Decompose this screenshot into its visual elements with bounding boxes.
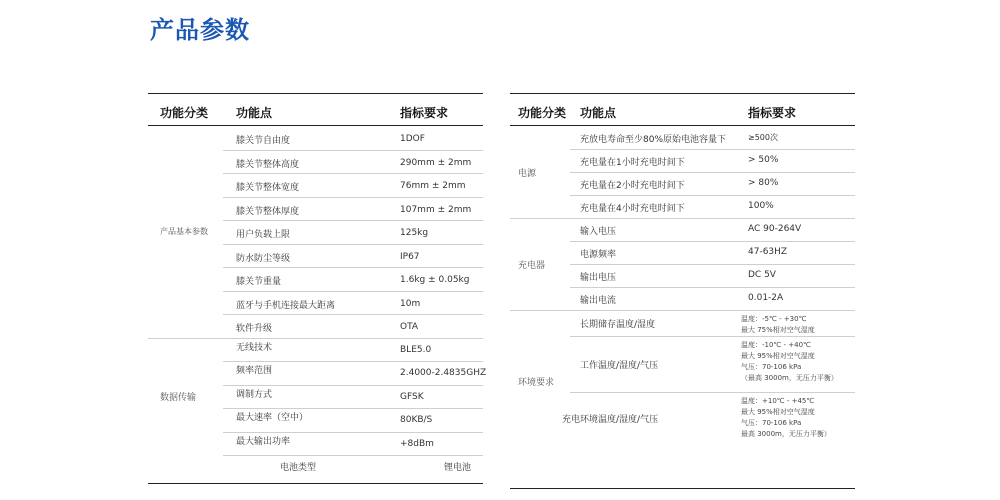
spec-name: 充电量在2小时充电时间下 [580, 181, 685, 191]
row-divider [570, 241, 855, 242]
row-divider [223, 267, 483, 268]
environment-spec-line: 最大 95%相对空气湿度 [741, 352, 815, 360]
environment-spec-line: 最大 75%相对空气湿度 [741, 326, 815, 334]
row-divider [570, 287, 855, 288]
spec-name: 膝关节整体高度 [236, 159, 300, 170]
table-bottom-rule [148, 483, 483, 484]
spec-value: 125kg [400, 228, 429, 238]
spec-name: 调制方式 [236, 389, 273, 400]
environment-spec-line: 温度：+10℃ - +45℃ [741, 397, 815, 405]
spec-value: OTA [400, 322, 419, 332]
spec-value: +8dBm [400, 438, 434, 449]
spec-name: 最大速率（空中） [236, 413, 309, 423]
group-divider [510, 218, 855, 219]
row-divider [223, 314, 483, 315]
spec-name: 充放电寿命至少80%原始电池容量下 [580, 135, 727, 145]
column-header: 功能分类 [160, 106, 209, 120]
spec-name: 充电量在1小时充电时间下 [580, 158, 685, 168]
spec-value: 1DOF [400, 134, 425, 144]
spec-value: ≥500次 [748, 133, 778, 142]
column-header: 功能点 [580, 106, 617, 120]
group-category: 充电器 [518, 261, 546, 271]
row-divider [570, 264, 855, 265]
spec-name: 输出电流 [580, 296, 617, 306]
group-category: 产品基本参数 [160, 226, 208, 236]
column-header: 指标要求 [748, 106, 797, 120]
row-divider [223, 220, 483, 221]
spec-value: 100% [748, 201, 774, 211]
spec-name: 充电量在4小时充电时间下 [580, 204, 685, 214]
environment-spec-line: （最高 3000m，无压力平衡） [741, 374, 838, 382]
row-divider [223, 385, 483, 386]
spec-name: 输入电压 [580, 227, 617, 237]
spec-name: 充电环境温度/湿度/气压 [562, 415, 659, 425]
spec-name: 无线技术 [236, 342, 273, 353]
table-top-rule [148, 93, 483, 94]
header-bottom-rule [510, 125, 855, 126]
group-category: 电源 [518, 169, 537, 179]
spec-value: BLE5.0 [400, 344, 432, 355]
row-divider [570, 172, 855, 173]
row-divider [570, 336, 855, 337]
table-bottom-rule [510, 488, 855, 489]
group-divider [510, 310, 855, 311]
spec-name: 频率范围 [236, 366, 273, 376]
spec-value: DC 5V [748, 270, 776, 280]
environment-spec-line: 温度：-5℃ - +30℃ [741, 315, 807, 323]
spec-name: 长期储存温度/湿度 [580, 320, 656, 330]
row-divider [223, 197, 483, 198]
environment-spec-line: 温度：-10℃ - +40℃ [741, 341, 811, 349]
spec-value: 47-63HZ [748, 247, 788, 257]
spec-name: 软件升级 [236, 324, 273, 334]
spec-value: AC 90-264V [748, 224, 802, 234]
right-spec-table [510, 93, 855, 490]
column-header: 指标要求 [400, 106, 449, 120]
environment-spec-line: 最高 3000m，无压力平衡） [741, 430, 831, 438]
spec-name: 工作温度/湿度/气压 [580, 361, 659, 371]
spec-value: 107mm ± 2mm [400, 204, 472, 215]
battery-type-value: 锂电池 [444, 463, 472, 473]
table-top-rule [510, 93, 855, 94]
row-divider [223, 455, 483, 456]
row-divider [570, 195, 855, 196]
spec-value: GFSK [400, 391, 424, 402]
environment-spec-line: 气压：70-106 kPa [741, 363, 802, 371]
spec-name: 电源频率 [580, 250, 617, 260]
spec-value: 10m [400, 298, 421, 309]
spec-name: 膝关节重量 [236, 277, 282, 287]
spec-value: > 50% [748, 155, 779, 165]
left-spec-table [148, 93, 487, 490]
row-divider [223, 432, 483, 433]
row-divider [570, 392, 855, 393]
group-divider [148, 338, 483, 339]
spec-value: IP67 [400, 251, 420, 262]
environment-spec-line: 最大 95%相对空气湿度 [741, 408, 815, 416]
spec-name: 蓝牙与手机连接最大距离 [236, 300, 336, 311]
column-header: 功能分类 [518, 106, 567, 120]
spec-value: 1.6kg ± 0.05kg [400, 275, 470, 285]
page-title: 产品参数 [150, 16, 250, 44]
spec-value: 2.4000-2.4835GHZ [400, 368, 487, 378]
column-header: 功能点 [236, 106, 273, 120]
row-divider [223, 150, 483, 151]
row-divider [223, 173, 483, 174]
row-divider [223, 361, 483, 362]
spec-value: > 80% [748, 178, 779, 188]
spec-value: 0.01-2A [748, 293, 784, 303]
row-divider [223, 244, 483, 245]
environment-spec-line: 气压：70-106 kPa [741, 419, 802, 427]
spec-name: 用户负载上限 [236, 230, 291, 240]
group-category: 环境要求 [518, 378, 555, 388]
spec-name: 膝关节整体厚度 [236, 206, 300, 217]
row-divider [223, 291, 483, 292]
spec-name: 膝关节整体宽度 [236, 183, 300, 193]
row-divider [223, 408, 483, 409]
row-divider [570, 149, 855, 150]
battery-type-label: 电池类型 [280, 463, 317, 473]
spec-name: 输出电压 [580, 273, 617, 283]
spec-name: 防水防尘等级 [236, 253, 291, 264]
header-bottom-rule [148, 125, 483, 126]
spec-value: 290mm ± 2mm [400, 157, 472, 168]
group-category: 数据传输 [160, 393, 197, 404]
spec-name: 最大输出功率 [236, 436, 291, 447]
spec-name: 膝关节自由度 [236, 136, 291, 146]
spec-value: 76mm ± 2mm [400, 181, 466, 191]
spec-value: 80KB/S [400, 415, 433, 425]
